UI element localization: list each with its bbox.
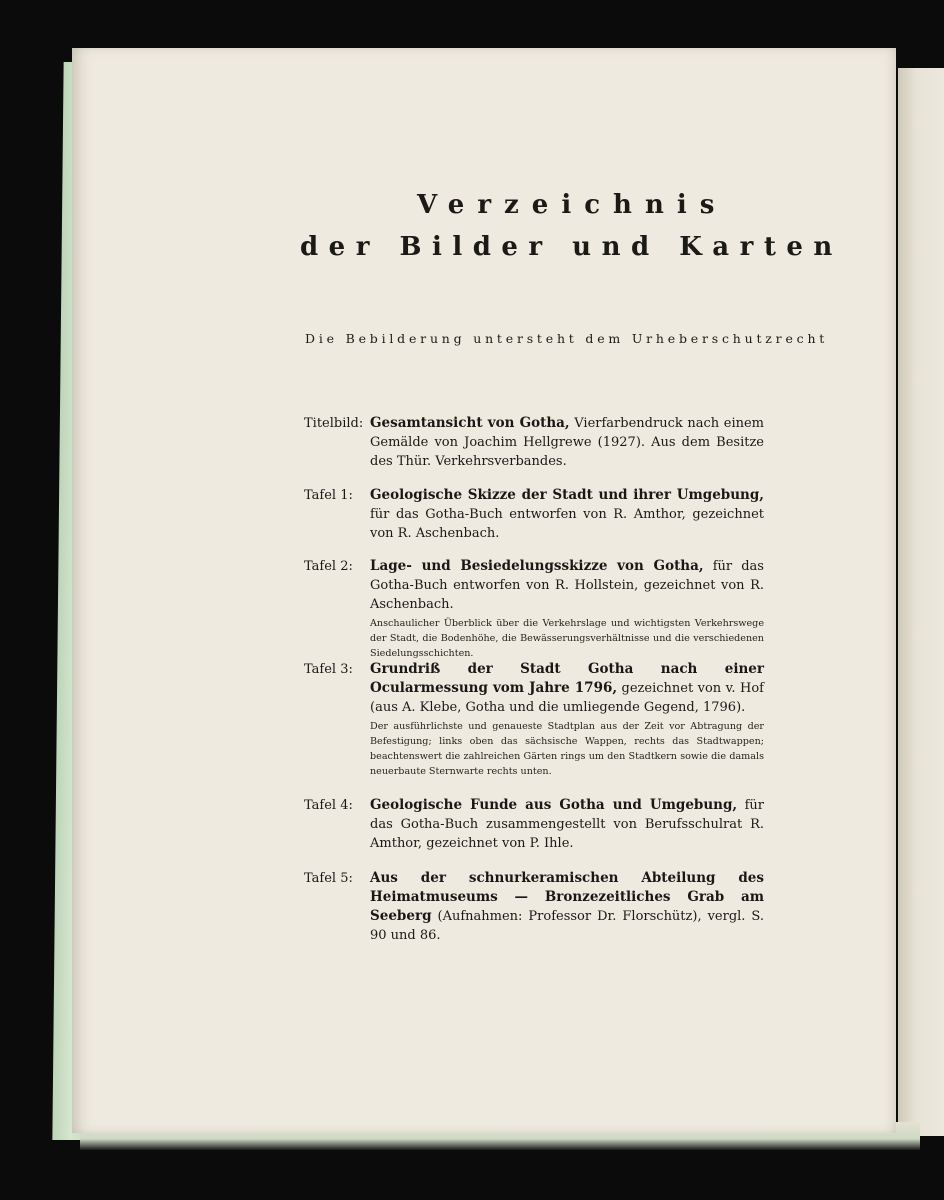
entry-label: Titelbild: — [304, 416, 364, 431]
entry-text: (Aufnahmen: Professor Dr. Florschütz), vergl. S. 90 und 86. — [370, 909, 764, 943]
entry-body — [370, 414, 764, 471]
entry-title: Grundriß der Stadt Gotha nach einer Ocularmessung vom Jahre 1796, — [370, 661, 764, 696]
entry-title: Gesamtansicht von Gotha, — [370, 415, 570, 431]
page-subtitle: der Bilder und Karten — [300, 232, 843, 262]
entry-text: gezeichnet von v. Hof (aus A. Klebe, Gotha und die umliegende Gegend, 1796). — [370, 681, 764, 715]
entry-label: Tafel 2: — [304, 559, 353, 574]
entry-label: Tafel 5: — [304, 871, 353, 886]
entry-text: für das Gotha-Buch entworfen von R. Hollstein, gezeichnet von R. Aschenbach. — [370, 559, 764, 612]
list-item-tafel-2 — [304, 557, 764, 661]
entry-label: Tafel 3: — [304, 662, 353, 677]
entry-note: Anschaulicher Überblick über die Verkehrslage und wichtigsten Verkehrswege der Stadt, die Bodenhöhe, die Bewässerungsverhältnisse und die verschiedenen Siedelungsschichten. — [370, 618, 764, 659]
entry-body — [370, 660, 764, 717]
page-title: Verzeichnis — [417, 190, 728, 220]
entry-title: Aus der schnurkeramischen Abteilung des Heimatmuseums — Bronzezeitliches Grab am Seeberg — [370, 870, 764, 924]
copyright-notice: Die Bebilderung untersteht dem Urheberschutzrecht — [305, 331, 829, 346]
list-item-tafel-3 — [304, 660, 764, 779]
list-item-tafel-5 — [304, 869, 764, 945]
entry-title: Geologische Skizze der Stadt und ihrer Umgebung, — [370, 487, 764, 503]
entry-title: Lage- und Besiedelungsskizze von Gotha, — [370, 558, 704, 574]
entry-text: Vierfarbendruck nach einem Gemälde von Joachim Hellgrewe (1927). Aus dem Besitze des Thür. Verkehrsverbandes. — [370, 416, 764, 469]
entry-label: Tafel 4: — [304, 798, 353, 813]
entry-body — [370, 557, 764, 614]
list-item-titelbild — [304, 414, 764, 471]
list-item-tafel-4 — [304, 796, 764, 853]
entry-label: Tafel 1: — [304, 488, 353, 503]
entry-note: Der ausführlichste und genaueste Stadtplan aus der Zeit vor Abtragung der Befestigung; links oben das sächsische Wappen, rechts das Stadtwappen; beachtenswert die zahlreichen Gärten rings um den Stadtkern sowie die damals neuerbaute Sternwarte rechts unten. — [370, 721, 764, 777]
entry-title: Geologische Funde aus Gotha und Umgebung, — [370, 797, 738, 813]
list-item-tafel-1 — [304, 486, 764, 543]
entry-text: für das Gotha-Buch entworfen von R. Amthor, gezeichnet von R. Aschenbach. — [370, 507, 764, 541]
entry-body — [370, 796, 764, 853]
entry-text: für das Gotha-Buch zusammengestellt von Berufsschulrat R. Amthor, gezeichnet von P. Ihle. — [370, 798, 764, 851]
entry-body — [370, 869, 764, 945]
facing-page-edge — [898, 68, 944, 1136]
entry-body — [370, 486, 764, 543]
